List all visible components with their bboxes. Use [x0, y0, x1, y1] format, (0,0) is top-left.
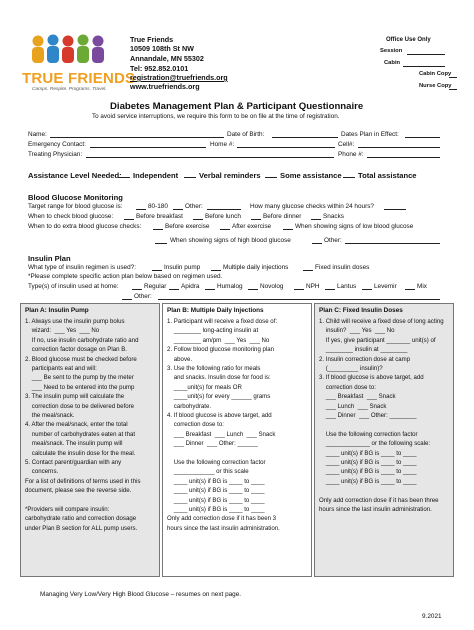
- bg-extra-label: When to do extra blood glucose checks:: [28, 223, 142, 230]
- bg-before-exercise-check[interactable]: [153, 223, 163, 230]
- planc-line: If yes, give participant _______ unit(s) of: [319, 336, 436, 344]
- type-mix: Mix: [417, 283, 427, 290]
- bg-before-lunch-check[interactable]: [193, 213, 203, 220]
- bg-before-dinner: Before dinner: [263, 213, 302, 220]
- planc-line: ____ unit(s) if BG is ____ to ____: [319, 477, 417, 485]
- physician-phone-label: Phone #:: [338, 151, 364, 158]
- insulin-note: *Please complete specific action plan below based on regimen used.: [28, 273, 223, 280]
- plana-line: 1. Always use the insulin pump bolus: [25, 318, 125, 325]
- dates-plan-label: Dates Plan in Effect:: [341, 131, 399, 138]
- assist-verbal-label: Verbal reminders: [199, 171, 261, 180]
- regimen-fixed-check[interactable]: [303, 264, 313, 271]
- plana-line: If no, use insulin carbohydrate ratio and: [25, 336, 139, 344]
- planb-line: 4. If blood glucose is above target, add: [167, 412, 272, 419]
- office-cabin-copy-field[interactable]: [449, 71, 457, 78]
- regimen-pump-check[interactable]: [152, 264, 162, 271]
- org-email-link[interactable]: registration@truefriends.org: [130, 73, 228, 82]
- plana-line: carbohydrate ratio and correction dosage: [25, 515, 137, 523]
- regimen-mdi-check[interactable]: [211, 264, 221, 271]
- plan-c-box: [314, 303, 454, 577]
- footer-note: Managing Very Low/Very High Blood Glucose – resumes on next page.: [40, 591, 242, 598]
- bg-after-exercise: After exercise: [232, 223, 272, 230]
- plana-line: number of carbohydrates eaten at that: [25, 430, 136, 438]
- planb-line: ____ unit(s) if BG is ____ to ____: [167, 496, 265, 504]
- bg-low-signs-check[interactable]: [283, 223, 293, 230]
- plana-line: participants eat and will:: [25, 365, 97, 372]
- type-apidra: Apidra: [181, 283, 200, 290]
- planc-line: (_________ insulin)?: [319, 365, 383, 372]
- planb-line: above.: [167, 355, 193, 363]
- type-apidra-check[interactable]: [169, 283, 179, 290]
- logo: [20, 34, 136, 94]
- document-subtitle: To avoid service interruptions, we require this form to be on file at the time of registration.: [92, 113, 340, 120]
- bg-target-other-field[interactable]: [207, 203, 241, 210]
- plana-line: correction factor dosage on Plan B.: [25, 346, 127, 354]
- plana-line: correction dose to be delivered before: [25, 402, 135, 410]
- planc-line: ____ unit(s) if BG is ____ to ____: [319, 459, 417, 466]
- planc-line: ________ insulin at ________: [319, 346, 408, 354]
- type-mix-check[interactable]: [405, 283, 415, 290]
- type-nph-check[interactable]: [294, 283, 304, 290]
- plana-line: For a list of definitions of terms used in this: [25, 477, 141, 485]
- planb-line: ____ unit(s) if BG is ____ to ____: [167, 477, 265, 485]
- type-humalog-check[interactable]: [205, 283, 215, 290]
- bg-before-dinner-check[interactable]: [251, 213, 261, 220]
- bg-heading: Blood Glucose Monitoring: [28, 193, 123, 202]
- regimen-mdi: Multiple daily injections: [223, 264, 289, 271]
- office-session-label: Session: [380, 48, 403, 54]
- planb-line: ________ long-acting insulin at: [167, 327, 259, 335]
- name-field[interactable]: [50, 131, 224, 138]
- planc-line: ____ unit(s) if BG is ____ to ____: [319, 449, 417, 457]
- planb-line: Use the following correction factor: [167, 459, 266, 466]
- planc-line: 3. If blood glucose is above target, add: [319, 374, 424, 382]
- planb-line: ____ unit(s) if BG is ____ to ____: [167, 487, 265, 495]
- office-nurse-copy-field[interactable]: [449, 83, 457, 90]
- plan-c-title: Plan C: Fixed Insulin Doses: [319, 307, 403, 314]
- planb-line: ___ Dinner ___ Other: ______: [167, 440, 258, 448]
- type-novolog: Novolog: [260, 283, 284, 290]
- plana-line: ___ Need to be entered into the pump: [25, 383, 135, 391]
- planc-line: insulin? ___ Yes ___ No: [319, 327, 395, 335]
- bg-high-signs: When showing signs of high blood glucose: [170, 237, 291, 244]
- planb-line: ____unit(s) for meals OR: [167, 383, 242, 391]
- assist-some-label: Some assistance: [280, 171, 342, 180]
- plana-line: 2. Blood glucose must be checked before: [25, 355, 137, 363]
- type-other-check[interactable]: [122, 293, 132, 300]
- bg-target-other-label: Other:: [185, 203, 203, 210]
- office-cabin-field[interactable]: [403, 60, 445, 67]
- type-lantus: Lantus: [337, 283, 357, 290]
- insulin-heading: Insulin Plan: [28, 254, 71, 263]
- planc-line: ___ Dinner ___ Other: ________: [319, 412, 417, 419]
- planc-line: hours since the last insulin administration.: [319, 506, 432, 513]
- physician-field[interactable]: [86, 151, 334, 158]
- insulin-regimen-label: What type of insulin regimen is used?:: [28, 264, 136, 271]
- physician-label: Treating Physician:: [28, 151, 83, 158]
- bg-before-breakfast-check[interactable]: [124, 213, 134, 220]
- emergency-label: Emergency Contact:: [28, 141, 86, 148]
- type-humalog: Humalog: [217, 283, 243, 290]
- home-phone-field[interactable]: [237, 141, 335, 148]
- home-phone-label: Home #:: [210, 141, 235, 148]
- plana-line: 5. Contact parent/guardian with any: [25, 459, 122, 466]
- plana-line: under Plan B section for ALL pump users.: [25, 524, 138, 532]
- planc-line: Use the following correction factor: [319, 430, 418, 438]
- planc-line: Only add correction dose if it has been three: [319, 496, 439, 504]
- assist-some-check[interactable]: [265, 171, 277, 178]
- dob-label: Date of Birth:: [227, 131, 265, 138]
- assistance-label: Assistance Level Needed:: [28, 171, 122, 180]
- regimen-fixed: Fixed insulin doses: [315, 264, 370, 271]
- plana-line: meal/snack. The insulin pump will: [25, 440, 123, 448]
- plana-line: concerns.: [25, 468, 59, 476]
- regimen-pump: Insulin pump: [164, 264, 201, 271]
- bg-checks-count-field[interactable]: [384, 203, 406, 210]
- planb-line: 1. Participant will receive a fixed dose of:: [167, 318, 278, 325]
- org-website: www.truefriends.org: [130, 82, 200, 91]
- bg-snacks-check[interactable]: [311, 213, 321, 220]
- plan-a-box: [20, 303, 160, 577]
- planb-line: ___ Breakfast ___ Lunch ___ Snack: [167, 430, 276, 438]
- planc-line: ___ Lunch ___ Snack: [319, 402, 387, 410]
- type-lantus-check[interactable]: [325, 283, 335, 290]
- plan-a-title: Plan A: Insulin Pump: [25, 307, 89, 314]
- type-nph: NPH: [306, 283, 320, 290]
- bg-target-label: Target range for blood glucose is:: [28, 203, 123, 210]
- plana-line: wizard: ___ Yes ___ No: [25, 327, 100, 335]
- plana-line: *Providers will compare insulin:: [25, 506, 110, 513]
- bg-other-field[interactable]: [345, 237, 440, 244]
- bg-other-check[interactable]: [312, 237, 322, 244]
- assist-independent-label: Independent: [133, 171, 179, 180]
- org-name: True Friends: [130, 35, 174, 44]
- planb-line: Only add correction dose if it has been 3: [167, 515, 277, 523]
- planb-line: ____ unit(s) if BG is ____ to ____: [167, 506, 265, 513]
- planb-line: ____________ or this scale: [167, 468, 249, 476]
- cell-field[interactable]: [358, 141, 440, 148]
- footer-date: 9.2021: [422, 613, 442, 620]
- planc-line: 1. Child will receive a fixed dose of long acting: [319, 318, 444, 325]
- type-other-field[interactable]: [158, 293, 440, 300]
- assist-total-check[interactable]: [343, 171, 355, 178]
- document-title: Diabetes Management Plan & Participant Questionnaire: [110, 101, 364, 112]
- bg-snacks: Snacks: [323, 213, 344, 220]
- type-other-label: Other:: [134, 293, 152, 300]
- bg-checks-count-label: How many glucose checks within 24 hours?: [250, 203, 374, 210]
- planb-line: ____unit(s) for every ______ grams: [167, 393, 271, 401]
- bg-before-breakfast: Before breakfast: [136, 213, 183, 220]
- plana-line: document, please see the reverse side.: [25, 487, 132, 495]
- cell-label: Cell#:: [338, 141, 355, 148]
- physician-phone-field[interactable]: [367, 151, 440, 158]
- plana-line: 4. After the meal/snack, enter the total: [25, 421, 128, 429]
- office-use-title: Office Use Only: [386, 37, 431, 43]
- assist-independent-check[interactable]: [118, 171, 130, 178]
- bg-other-label: Other:: [324, 237, 342, 244]
- planb-line: carbohydrate.: [167, 402, 212, 410]
- logo-figures-icon: [26, 34, 116, 68]
- planc-line: ____ unit(s) if BG is ____ to ____: [319, 468, 417, 476]
- plana-line: calculate the insulin dose for the meal.: [25, 449, 136, 457]
- planc-line: ___ Breakfast ___ Snack: [319, 393, 396, 401]
- type-regular-check[interactable]: [132, 283, 142, 290]
- bg-low-signs: When showing signs of low blood glucose: [295, 223, 414, 230]
- office-cabin-label: Cabin: [384, 60, 401, 66]
- type-novolog-check[interactable]: [248, 283, 258, 290]
- assist-verbal-check[interactable]: [184, 171, 196, 178]
- planc-line: _____________ or the following scale:: [319, 440, 431, 448]
- bg-before-exercise: Before exercise: [165, 223, 210, 230]
- planc-line: 2. Insulin correction dose at camp: [319, 355, 411, 363]
- planb-line: and snacks. Insulin dose for food is:: [167, 374, 271, 382]
- bg-high-signs-check[interactable]: [155, 237, 167, 244]
- org-phone: Tel: 952.852.0101: [130, 64, 189, 73]
- bg-target-default: 80-180: [148, 203, 168, 210]
- office-nurse-copy-label: Nurse Copy: [419, 83, 452, 89]
- plana-line: ___ Be sent to the pump by the meter: [25, 374, 134, 382]
- logo-wordmark: TRUE FRIENDS: [22, 70, 136, 87]
- planb-line: ________ am/pm ___ Yes ___ No: [167, 336, 270, 344]
- insulin-types-label: Type(s) of insulin used at home:: [28, 283, 119, 290]
- name-label: Name:: [28, 131, 47, 138]
- plana-line: the meal/snack.: [25, 412, 75, 419]
- planb-line: 2. Follow blood glucose monitoring plan: [167, 346, 275, 354]
- office-cabin-copy-label: Cabin Copy: [419, 71, 452, 77]
- bg-when-label: When to check blood glucose:: [28, 213, 114, 220]
- org-address-line1: 10509 108th St NW: [130, 44, 194, 53]
- dates-plan-field[interactable]: [405, 131, 440, 138]
- emergency-field[interactable]: [90, 141, 206, 148]
- bg-after-exercise-check[interactable]: [220, 223, 230, 230]
- planc-line: correction dose to:: [319, 383, 376, 391]
- type-levemir: Levemir: [374, 283, 397, 290]
- org-address-line2: Annandale, MN 55302: [130, 54, 204, 63]
- planb-line: hours since the last insulin administration.: [167, 524, 280, 532]
- plan-b-box: [162, 303, 312, 577]
- bg-target-other-check[interactable]: [173, 203, 183, 210]
- plana-line: 3. The insulin pump will calculate the: [25, 393, 125, 401]
- office-session-field[interactable]: [407, 48, 445, 55]
- type-levemir-check[interactable]: [362, 283, 372, 290]
- type-regular: Regular: [144, 283, 167, 290]
- assist-total-label: Total assistance: [358, 171, 417, 180]
- planb-line: 3. Use the following ratio for meals: [167, 365, 261, 372]
- bg-target-default-check[interactable]: [136, 203, 146, 210]
- plan-b-title: Plan B: Multiple Daily Injections: [167, 307, 264, 314]
- planb-line: correction dose to:: [167, 421, 224, 429]
- logo-tagline: Camps. Respite. Programs. Travel.: [32, 87, 107, 92]
- bg-before-lunch: Before lunch: [205, 213, 241, 220]
- dob-field[interactable]: [272, 131, 338, 138]
